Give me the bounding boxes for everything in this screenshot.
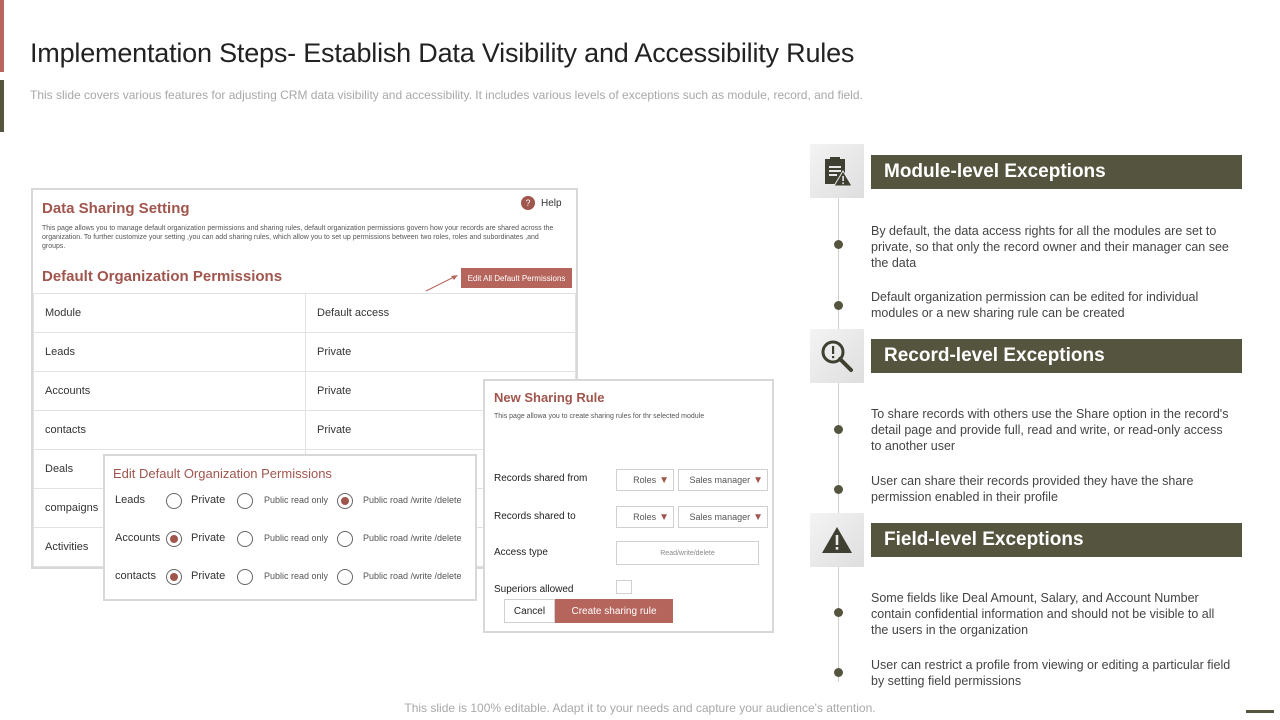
cancel-button[interactable]: Cancel bbox=[504, 599, 555, 623]
permission-option-label: Private bbox=[191, 532, 226, 544]
permission-radio[interactable] bbox=[237, 493, 253, 509]
shared-to-role-value: Roles bbox=[633, 512, 657, 522]
table-cell: compaigns bbox=[34, 489, 306, 528]
table-cell: Activities bbox=[34, 528, 306, 567]
permission-radio[interactable] bbox=[166, 493, 182, 509]
permission-radio[interactable] bbox=[166, 531, 182, 547]
timeline-line bbox=[838, 567, 839, 682]
caret-down-icon: ▼ bbox=[753, 474, 763, 486]
new-rule-title: New Sharing Rule bbox=[494, 390, 605, 405]
pointer-arrow-icon bbox=[423, 272, 463, 294]
create-sharing-rule-button[interactable]: Create sharing rule bbox=[555, 599, 673, 623]
accent-bar-top bbox=[0, 0, 4, 72]
timeline-dot bbox=[834, 668, 843, 677]
edit-all-permissions-button[interactable]: Edit All Default Permissions bbox=[461, 268, 572, 288]
module-level-heading: Module-level Exceptions bbox=[871, 155, 1242, 189]
help-label: Help bbox=[541, 197, 562, 209]
edit-permission-row bbox=[105, 568, 475, 588]
module-bullet-1: By default, the data access rights for all the modules are set to private, so that only the record owner and their manager can see the data bbox=[871, 224, 1229, 270]
timeline-line bbox=[838, 198, 839, 330]
permission-option-label: Public road /write /delete bbox=[363, 571, 462, 581]
shared-from-manager-value: Sales manager bbox=[689, 475, 751, 485]
footer-accent-line bbox=[1246, 710, 1274, 713]
table-header-cell: Default access bbox=[306, 294, 576, 333]
table-header-cell: Module bbox=[34, 294, 306, 333]
shared-from-label: Records shared from bbox=[494, 473, 588, 484]
permission-radio[interactable] bbox=[337, 569, 353, 585]
table-cell: contacts bbox=[34, 411, 306, 450]
edit-row-module-label: Accounts bbox=[115, 532, 161, 544]
edit-row-module-label: Leads bbox=[115, 494, 145, 506]
field-bullet-1: Some fields like Deal Amount, Salary, and Account Number contain confidential information and should not be visible to all the users in the organization bbox=[871, 591, 1215, 637]
table-row bbox=[34, 333, 576, 372]
shared-from-manager-select[interactable] bbox=[678, 469, 768, 491]
shared-to-label: Records shared to bbox=[494, 511, 576, 522]
field-bullet-2: User can restrict a profile from viewing or editing a particular field by setting field permissions bbox=[871, 658, 1231, 688]
clipboard-warning-icon bbox=[821, 155, 853, 187]
record-bullet-2: User can share their records provided they have the share permission enabled in their profile bbox=[871, 474, 1194, 504]
access-type-label: Access type bbox=[494, 547, 548, 558]
table-cell: Private bbox=[306, 372, 576, 411]
permission-radio[interactable] bbox=[237, 569, 253, 585]
permission-radio[interactable] bbox=[166, 569, 182, 585]
new-rule-description: This page allowa you to create sharing rules for thr selected module bbox=[494, 413, 705, 420]
help-icon: ? bbox=[521, 196, 535, 210]
permission-option-label: Public road /write /delete bbox=[363, 533, 462, 543]
permission-option-label: Public read only bbox=[264, 571, 329, 581]
access-type-field[interactable]: Read/write/delete bbox=[616, 541, 759, 565]
permission-option-label: Private bbox=[191, 494, 226, 506]
record-icon-box bbox=[810, 329, 864, 383]
slide-title: Implementation Steps- Establish Data Visibility and Accessibility Rules bbox=[30, 38, 855, 68]
permission-option-label: Private bbox=[191, 570, 226, 582]
table-cell: Leads bbox=[34, 333, 306, 372]
superiors-allowed-label: Superiors allowed bbox=[494, 584, 574, 595]
permission-radio[interactable] bbox=[237, 531, 253, 547]
caret-down-icon: ▼ bbox=[659, 511, 669, 523]
timeline-line bbox=[838, 383, 839, 514]
module-bullet-2: Default organization permission can be edited for individual modules or a new sharing rule can be created bbox=[871, 290, 1199, 320]
record-level-heading: Record-level Exceptions bbox=[871, 339, 1242, 373]
edit-permission-row bbox=[105, 530, 475, 550]
table-cell: Private bbox=[306, 411, 576, 450]
help-link[interactable] bbox=[521, 196, 562, 210]
edit-row-module-label: contacts bbox=[115, 570, 156, 582]
edit-permissions-title: Edit Default Organization Permissions bbox=[113, 466, 332, 481]
edit-permission-row bbox=[105, 492, 475, 512]
table-cell: Private bbox=[306, 333, 576, 372]
timeline-dot bbox=[834, 425, 843, 434]
field-level-heading: Field-level Exceptions bbox=[871, 523, 1242, 557]
module-icon-box bbox=[810, 144, 864, 198]
shared-from-role-value: Roles bbox=[633, 475, 657, 485]
table-header-row bbox=[34, 294, 576, 333]
table-cell: Accounts bbox=[34, 372, 306, 411]
record-bullet-1: To share records with others use the Share option in the record's detail page and provide full, read and write, or read-only access to another user bbox=[871, 407, 1229, 453]
shared-to-role-select[interactable] bbox=[616, 506, 674, 528]
shared-to-manager-value: Sales manager bbox=[689, 512, 751, 522]
permission-radio[interactable] bbox=[337, 493, 353, 509]
permission-option-label: Public road /write /delete bbox=[363, 495, 462, 505]
timeline-dot bbox=[834, 301, 843, 310]
timeline-dot bbox=[834, 485, 843, 494]
field-icon-box bbox=[810, 513, 864, 567]
data-sharing-title: Data Sharing Setting bbox=[42, 200, 190, 217]
new-sharing-rule-panel bbox=[483, 379, 774, 633]
permission-option-label: Public read only bbox=[264, 533, 329, 543]
caret-down-icon: ▼ bbox=[659, 474, 669, 486]
shared-to-manager-select[interactable] bbox=[678, 506, 768, 528]
magnifier-icon bbox=[820, 339, 854, 373]
slide-subtitle: This slide covers various features for adjusting CRM data visibility and accessibility. It includes various levels of exceptions such as module, record, and field. bbox=[30, 88, 863, 102]
caret-down-icon: ▼ bbox=[753, 511, 763, 523]
permission-option-label: Public read only bbox=[264, 495, 329, 505]
default-permissions-title: Default Organization Permissions bbox=[42, 268, 283, 285]
shared-from-role-select[interactable] bbox=[616, 469, 674, 491]
table-cell: Deals bbox=[34, 450, 306, 489]
slide-footer: This slide is 100% editable. Adapt it to your needs and capture your audience's attention. bbox=[404, 701, 876, 715]
superiors-allowed-checkbox[interactable] bbox=[616, 580, 632, 594]
timeline-dot bbox=[834, 240, 843, 249]
timeline-dot bbox=[834, 608, 843, 617]
data-sharing-description: This page allows you to manage default organization permissions and sharing rules, default organization permissions govern how your records are shared across the organization. To further customize your setting ,you can add sharing rules, which allow you to set up permissions between two roles, roles and subordinates ,and groups. bbox=[42, 225, 554, 250]
warning-triangle-icon bbox=[821, 525, 853, 555]
accent-bar-bottom bbox=[0, 80, 4, 132]
edit-permissions-panel bbox=[103, 454, 477, 601]
permission-radio[interactable] bbox=[337, 531, 353, 547]
